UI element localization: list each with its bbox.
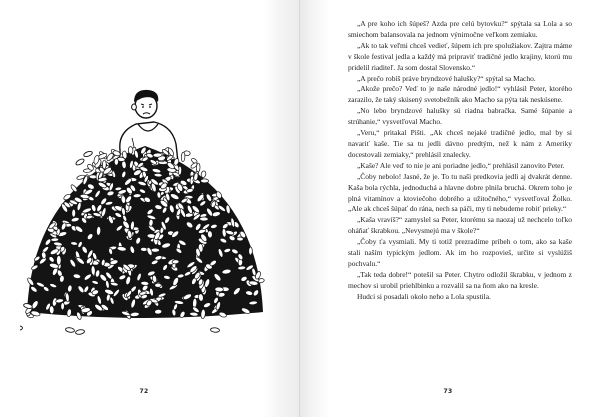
paragraph: „Tak teda dobre!“ potešil sa Peter. Chytro odložil škrabku, v jednom z mechov si urobil priehlbinku a rozvalil sa na ňom ako na kresle. bbox=[348, 269, 572, 290]
potato bbox=[154, 309, 162, 314]
paragraph: „Akože prečo? Veď to je naše národné jedlo!“ vyhlásil Peter, ktorého zarazilo, že taký skúsený svetobežník ako Macho sa pýta tak neskúsene. bbox=[348, 84, 572, 105]
potato bbox=[200, 217, 209, 221]
potato bbox=[249, 247, 253, 255]
paragraph: „No lebo bryndzové halušky sú riadna babračka. Samé šúpanie a strúhanie,“ vysvetľoval Macho. bbox=[348, 106, 572, 127]
potato bbox=[237, 237, 244, 241]
potato bbox=[56, 256, 61, 266]
potato bbox=[201, 179, 209, 183]
potato bbox=[148, 219, 153, 226]
potato bbox=[61, 302, 65, 309]
paragraph: „Kaša vravíš?“ zamyslel sa Peter, ktorému sa naozaj už nechcelo toľko oháňať škrabkou. „Nevysmejú ma v škole?“ bbox=[348, 215, 572, 236]
paragraph: „A prečo robíš práve bryndzové halušky?“ spýtal sa Macho. bbox=[357, 73, 536, 83]
paragraph: „Veru,“ pritakal Pišti. „Ak chceš nejaké tradičné jedlo, mal by si navariť kaše. Tie sa tu jedli dávno predtým, než k nám z Ameriky docestovali zemiaky,“ prehlásil znalecky. bbox=[348, 128, 572, 159]
potato bbox=[154, 173, 162, 177]
potato bbox=[140, 247, 147, 251]
potato bbox=[49, 306, 54, 314]
stray-potato bbox=[83, 150, 93, 157]
stray-potato bbox=[210, 327, 219, 332]
stray-potato bbox=[65, 327, 75, 333]
page-number-right: 73 bbox=[443, 388, 453, 395]
paragraph: „Čoby nebolo! Jasné, že je. To tu naši predkovia jedli aj dvakrát denne. Kaša bola rýchla, jednoduchá a hlavne dobre plnila bruchá. Okrem toho je plná vitamínov a ktoviečoho dobrého a užitočného,“ vysvetľoval Žolko. „Ale ak chceš šúpať do rána, nech sa páči, my ti nebudeme robiť prieky.“ bbox=[348, 171, 572, 214]
illustration-potato-pile bbox=[20, 80, 270, 340]
potato bbox=[128, 146, 133, 154]
right-page bbox=[300, 0, 600, 417]
paragraph: Hudci si posadali okolo neho a Lola spustila. bbox=[357, 291, 491, 301]
paragraph: „Ak to tak veľmi chceš vedieť, šúpem ich pre spolužiakov. Zajtra máme v škole festival jedla a každý má pripraviť tradičné jedlo krajiny, ktorú mu pridelil riaditeľ. Ja som dostal Slovensko.“ bbox=[348, 40, 572, 72]
potato bbox=[72, 209, 76, 217]
potato bbox=[207, 231, 212, 238]
book-gutter bbox=[299, 0, 300, 417]
paragraph: „Kaše? Ale veď to nie je ani poriadne jedlo,“ prehlásil zanovito Peter. bbox=[357, 160, 565, 170]
potato bbox=[172, 260, 179, 264]
paragraph: „Čoby ťa vysmiali. My ti totiž prezradíme príbeh o tom, ako sa kaše stali naším typickým jedlom. Ak im ho rozpovieš, určite si vyslúžiš pochvalu.“ bbox=[348, 237, 572, 268]
potato bbox=[153, 153, 162, 158]
potato bbox=[181, 152, 185, 162]
potato bbox=[96, 226, 101, 235]
potato-pile bbox=[20, 146, 265, 335]
potato bbox=[200, 309, 205, 319]
potato bbox=[51, 238, 59, 242]
potato bbox=[155, 283, 162, 287]
page-number-left: 72 bbox=[139, 388, 149, 395]
paragraph: „A pre koho ich šúpeš? Azda pre celú bytovku?“ spýtala sa Lola a so smiechom balansovala na jednom výnimočne veľkom zemiaku. bbox=[348, 19, 572, 39]
stray-potato bbox=[20, 326, 23, 330]
potato bbox=[91, 265, 96, 275]
potato bbox=[102, 160, 106, 169]
potato bbox=[133, 193, 141, 197]
story-text bbox=[348, 19, 572, 303]
stray-potato bbox=[75, 329, 85, 335]
stray-potato bbox=[75, 158, 85, 166]
potato bbox=[215, 287, 224, 292]
potato bbox=[201, 170, 207, 177]
